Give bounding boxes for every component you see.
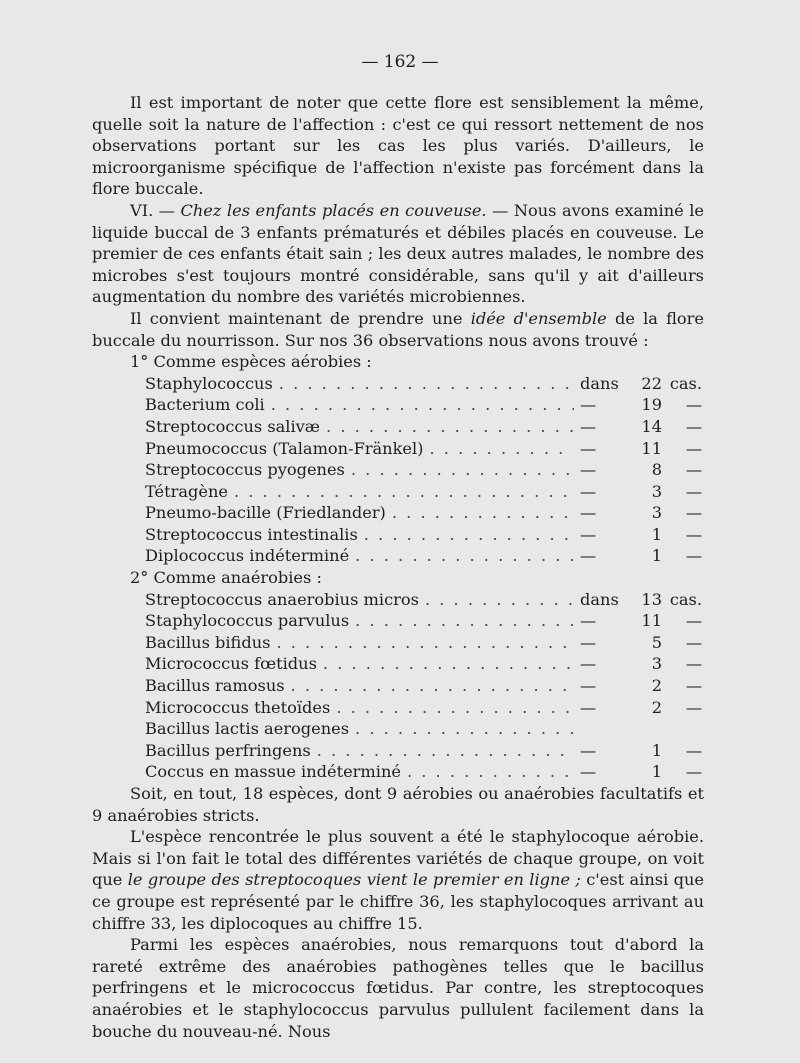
species-row bbox=[92, 459, 704, 481]
species-row bbox=[92, 502, 704, 524]
species-name: Micrococcus thetoïdes bbox=[145, 697, 331, 717]
paragraph-section-vi bbox=[92, 200, 704, 308]
count-prefix: — bbox=[580, 416, 597, 436]
count-prefix: — bbox=[580, 524, 597, 544]
species-name: Tétragène bbox=[145, 481, 228, 501]
count-prefix: — bbox=[580, 740, 597, 760]
species-name: Diplococcus indéterminé bbox=[145, 546, 350, 566]
frequent-text-start: L'espèce rencontrée le plus souvent a été le staphylocoque aérobie. Mais si l'on fait le total des différentes variétés de chaque groupe, on voit que bbox=[92, 827, 704, 890]
species-name: Pneumococcus (Talamon-Fränkel) bbox=[145, 438, 424, 458]
leader-dots bbox=[276, 632, 574, 654]
species-name: Staphylococcus bbox=[145, 373, 273, 393]
aerobes-list bbox=[92, 373, 704, 567]
count-suffix: — bbox=[685, 395, 702, 415]
leader-dots bbox=[430, 438, 575, 460]
case-count: 11 bbox=[641, 438, 662, 458]
leader-dots bbox=[291, 675, 574, 697]
count-suffix: — bbox=[685, 416, 702, 436]
count-suffix: — bbox=[685, 676, 702, 696]
section-number: VI. — bbox=[130, 200, 181, 220]
species-name: Bacillus ramosus bbox=[145, 676, 285, 696]
count-prefix: dans bbox=[580, 373, 619, 393]
species-row bbox=[92, 438, 704, 460]
case-count: 3 bbox=[651, 503, 662, 523]
count-suffix: — bbox=[685, 460, 702, 480]
species-row bbox=[92, 589, 704, 611]
count-suffix: — bbox=[685, 762, 702, 782]
case-count: 8 bbox=[651, 460, 662, 480]
frequent-emphasis: le groupe des streptocoques vient le premier en ligne ; bbox=[127, 870, 581, 890]
paragraph-most-frequent bbox=[92, 826, 704, 934]
species-row bbox=[92, 524, 704, 546]
count-prefix: — bbox=[580, 611, 597, 631]
leader-dots bbox=[351, 459, 574, 481]
count-prefix: dans bbox=[580, 589, 619, 609]
species-row bbox=[92, 545, 704, 567]
case-count: 2 bbox=[651, 697, 662, 717]
count-prefix: — bbox=[580, 395, 597, 415]
species-name: Streptococcus pyogenes bbox=[145, 460, 345, 480]
leader-dots bbox=[271, 394, 574, 416]
species-name: Streptococcus intestinalis bbox=[145, 524, 358, 544]
overview-text-end: de la flore buccale du nourrisson. Sur nos 36 observations nous avons trouvé : bbox=[92, 308, 704, 350]
anaerobes-list bbox=[92, 589, 704, 783]
species-name: Streptococcus salivæ bbox=[145, 416, 321, 436]
species-row bbox=[92, 481, 704, 503]
count-suffix: cas. bbox=[669, 373, 702, 393]
species-name: Bacillus bifidus bbox=[145, 632, 271, 652]
leader-dots bbox=[317, 740, 574, 762]
species-row bbox=[92, 373, 704, 395]
count-prefix: — bbox=[580, 676, 597, 696]
leader-dots bbox=[392, 502, 574, 524]
count-suffix: — bbox=[685, 697, 702, 717]
leader-dots bbox=[364, 524, 574, 546]
leader-dots bbox=[234, 481, 574, 503]
paragraph-total-species: Soit, en tout, 18 espèces, dont 9 aérobies ou anaérobies facultatifs et 9 anaérobies stricts. bbox=[92, 784, 704, 825]
overview-text-start: Il convient maintenant de prendre une bbox=[130, 308, 471, 328]
case-count: 22 bbox=[641, 373, 662, 393]
overview-emphasis: idée d'ensemble bbox=[470, 308, 607, 328]
count-prefix: — bbox=[580, 762, 597, 782]
leader-dots bbox=[323, 653, 574, 675]
species-row bbox=[92, 675, 704, 697]
case-count: 19 bbox=[641, 395, 662, 415]
count-prefix: — bbox=[580, 481, 597, 501]
species-row bbox=[92, 761, 704, 783]
page-body bbox=[92, 92, 704, 1042]
count-prefix: — bbox=[580, 546, 597, 566]
case-count: 2 bbox=[651, 676, 662, 696]
species-row bbox=[92, 394, 704, 416]
leader-dots bbox=[355, 545, 574, 567]
count-prefix: — bbox=[580, 632, 597, 652]
case-count: 13 bbox=[641, 589, 662, 609]
page-number: — 162 — bbox=[361, 52, 439, 72]
case-count: 1 bbox=[651, 546, 662, 566]
aerobes-heading: 1° Comme espèces aérobies : bbox=[130, 352, 372, 372]
leader-dots bbox=[336, 697, 574, 719]
count-suffix: — bbox=[685, 524, 702, 544]
anaerobes-heading: 2° Comme anaérobies : bbox=[130, 568, 322, 588]
count-prefix: — bbox=[580, 460, 597, 480]
count-suffix: — bbox=[685, 546, 702, 566]
species-name: Bacillus lactis aerogenes bbox=[145, 719, 350, 739]
species-row bbox=[92, 610, 704, 632]
leader-dots bbox=[355, 718, 574, 740]
frequent-text-end: c'est ainsi que ce groupe est représenté par le chiffre 36, les staphylocoques arrivant au chiffre 33, les diplocoques au chiffre 15. bbox=[92, 870, 704, 933]
count-prefix: — bbox=[580, 438, 597, 458]
count-suffix: — bbox=[685, 611, 702, 631]
count-suffix: — bbox=[685, 654, 702, 674]
count-prefix: — bbox=[580, 503, 597, 523]
section-text: — Nous avons examiné le liquide buccal de 3 enfants prématurés et débiles placés en couveuse. Le premier de ces enfants était sain ; les deux autres malades, le nombre des microbes s'est toujours montré considérable, sans qu'il y ait d'ailleurs augmentation du nombre des variétés microbiennes. bbox=[92, 200, 704, 307]
count-suffix: cas. bbox=[669, 589, 702, 609]
species-name: Bacterium coli bbox=[145, 395, 265, 415]
case-count: 1 bbox=[651, 524, 662, 544]
species-row bbox=[92, 632, 704, 654]
paragraph-flora-same: Il est important de noter que cette flore est sensiblement la même, quelle soit la nature de l'affection : c'est ce qui ressort nettement de nos observations portant sur les cas les plus variés. D'ailleurs, le microorganisme spécifique de l'affection n'existe pas forcément dans la flore buccale. bbox=[92, 93, 704, 199]
paragraph-overview bbox=[92, 308, 704, 351]
species-row bbox=[92, 697, 704, 719]
count-suffix: — bbox=[685, 740, 702, 760]
case-count: 1 bbox=[651, 762, 662, 782]
species-name: Pneumo-bacille (Friedlander) bbox=[145, 503, 386, 523]
leader-dots bbox=[407, 761, 574, 783]
case-count: 3 bbox=[651, 481, 662, 501]
leader-dots bbox=[355, 610, 574, 632]
species-name: Bacillus perfringens bbox=[145, 740, 311, 760]
section-title: Chez les enfants placés en couveuse. bbox=[180, 200, 487, 220]
leader-dots bbox=[279, 373, 574, 395]
count-suffix: — bbox=[685, 438, 702, 458]
count-prefix: — bbox=[580, 697, 597, 717]
species-name: Staphylococcus parvulus bbox=[145, 611, 350, 631]
case-count: 11 bbox=[641, 611, 662, 631]
case-count: 14 bbox=[641, 416, 662, 436]
count-prefix: — bbox=[580, 654, 597, 674]
count-suffix: — bbox=[685, 632, 702, 652]
paragraph-anaerobes-rarity: Parmi les espèces anaérobies, nous remarquons tout d'abord la rareté extrême des anaérobies pathogènes telles que le bacillus perfringens et le micrococcus fœtidus. Par contre, les streptocoques anaérobies et le staphylococcus parvulus pullulent facilement dans la bouche du nouveau-né. Nous bbox=[92, 935, 704, 1041]
species-name: Coccus en massue indéterminé bbox=[145, 762, 401, 782]
count-suffix: — bbox=[685, 503, 702, 523]
species-name: Streptococcus anaerobius micros bbox=[145, 589, 419, 609]
species-name: Micrococcus fœtidus bbox=[145, 654, 317, 674]
species-row bbox=[92, 718, 704, 740]
species-row bbox=[92, 740, 704, 762]
leader-dots bbox=[425, 589, 574, 611]
case-count: 3 bbox=[651, 654, 662, 674]
leader-dots bbox=[326, 416, 574, 438]
species-row bbox=[92, 416, 704, 438]
species-row bbox=[92, 653, 704, 675]
case-count: 1 bbox=[651, 740, 662, 760]
case-count: 5 bbox=[651, 632, 662, 652]
count-suffix: — bbox=[685, 481, 702, 501]
